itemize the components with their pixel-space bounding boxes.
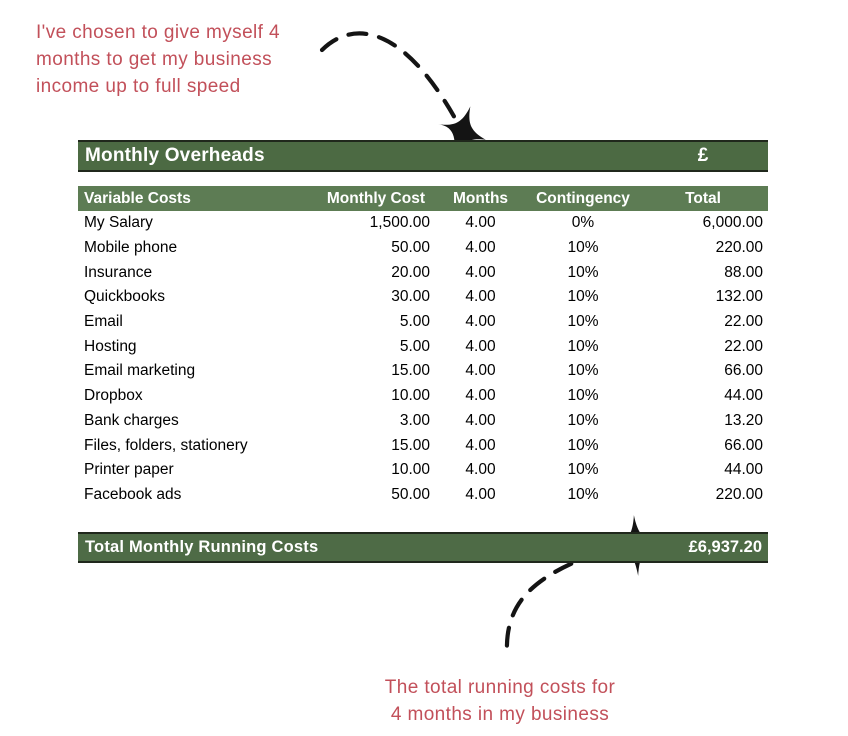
table-row (78, 236, 768, 261)
cell: 20.00 (391, 263, 430, 281)
annotation-line: income up to full speed (36, 76, 241, 97)
cell: 4.00 (465, 337, 496, 355)
annotation-line: The total running costs for (384, 677, 616, 698)
cell: 220.00 (715, 485, 763, 503)
cell: 66.00 (724, 362, 763, 380)
cell: 3.00 (399, 411, 430, 429)
total-bar (78, 532, 768, 563)
cell: 4.00 (465, 436, 496, 454)
cell: 13.20 (724, 411, 763, 429)
cell: 30.00 (391, 288, 430, 306)
table-row (78, 211, 768, 236)
annotation-line: 4 months in my business (390, 704, 610, 725)
total-value: £6,937.20 (688, 538, 762, 557)
cell: 220.00 (715, 239, 763, 257)
table-row (78, 285, 768, 310)
cell: 50.00 (391, 239, 430, 257)
cell: 10% (567, 485, 599, 503)
column-header: Monthly Cost (293, 186, 433, 211)
cell: 10% (567, 387, 599, 405)
annotation-top (36, 19, 280, 100)
cell: 50.00 (391, 485, 430, 503)
cell: Facebook ads (84, 485, 182, 503)
cell: 4.00 (465, 214, 496, 232)
table-row (78, 260, 768, 285)
sheet-title-bar (78, 140, 768, 172)
total-label: Total Monthly Running Costs (85, 538, 319, 557)
overheads-table-body (78, 211, 768, 507)
sheet-title: Monthly Overheads (85, 145, 265, 166)
annotation-bottom (320, 674, 680, 728)
cell: 4.00 (465, 239, 496, 257)
table-header-row (78, 186, 768, 211)
cell: Email (84, 313, 123, 331)
overheads-sheet (78, 140, 768, 563)
cell: 10% (567, 337, 599, 355)
table-row (78, 384, 768, 409)
cell: Insurance (84, 263, 153, 281)
cell: 88.00 (724, 263, 763, 281)
table-row (78, 359, 768, 384)
cell: 4.00 (465, 411, 496, 429)
cell: 4.00 (465, 263, 496, 281)
cell: 10.00 (391, 461, 430, 479)
column-header: Total (638, 186, 768, 211)
dashed-arrow-bottom (507, 552, 600, 652)
cell: 4.00 (465, 313, 496, 331)
cell: 4.00 (465, 387, 496, 405)
cell: 6,000.00 (702, 214, 763, 232)
cell: 4.00 (465, 461, 496, 479)
cell: 10.00 (391, 387, 430, 405)
cell: 15.00 (391, 436, 430, 454)
cell: Printer paper (84, 461, 174, 479)
annotation-line: months to get my business (36, 49, 272, 70)
cell: 5.00 (399, 337, 430, 355)
table-row (78, 409, 768, 434)
cell: 4.00 (465, 485, 496, 503)
table-row (78, 458, 768, 483)
cell: 10% (567, 313, 599, 331)
cell: 22.00 (724, 337, 763, 355)
column-header: Variable Costs (78, 186, 293, 211)
cell: 132.00 (715, 288, 763, 306)
cell: Hosting (84, 337, 137, 355)
cell: Email marketing (84, 362, 196, 380)
cell: Files, folders, stationery (84, 436, 248, 454)
cell: 0% (571, 214, 595, 232)
cell: 4.00 (465, 362, 496, 380)
cell: 10% (567, 362, 599, 380)
cell: 1,500.00 (369, 214, 430, 232)
cell: Bank charges (84, 411, 179, 429)
table-row (78, 310, 768, 335)
table-row (78, 483, 768, 508)
cell: 10% (567, 411, 599, 429)
cell: Mobile phone (84, 239, 178, 257)
column-header: Months (433, 186, 528, 211)
annotation-line: I've chosen to give myself 4 (36, 22, 280, 43)
cell: 15.00 (391, 362, 430, 380)
column-header: Contingency (528, 186, 638, 211)
cell: Quickbooks (84, 288, 165, 306)
cell: 10% (567, 239, 599, 257)
cell: 10% (567, 263, 599, 281)
cell: 44.00 (724, 461, 763, 479)
cell: 10% (567, 288, 599, 306)
table-row (78, 433, 768, 458)
cell: 5.00 (399, 313, 430, 331)
cell: 22.00 (724, 313, 763, 331)
cell: 10% (567, 436, 599, 454)
cell: 66.00 (724, 436, 763, 454)
cell: Dropbox (84, 387, 143, 405)
table-row (78, 334, 768, 359)
cell: 4.00 (465, 288, 496, 306)
overheads-table (78, 186, 768, 507)
cell: 44.00 (724, 387, 763, 405)
cell: My Salary (84, 214, 153, 232)
cell: 10% (567, 461, 599, 479)
dashed-arrow-top (322, 33, 456, 120)
currency-symbol: £ (697, 145, 709, 166)
